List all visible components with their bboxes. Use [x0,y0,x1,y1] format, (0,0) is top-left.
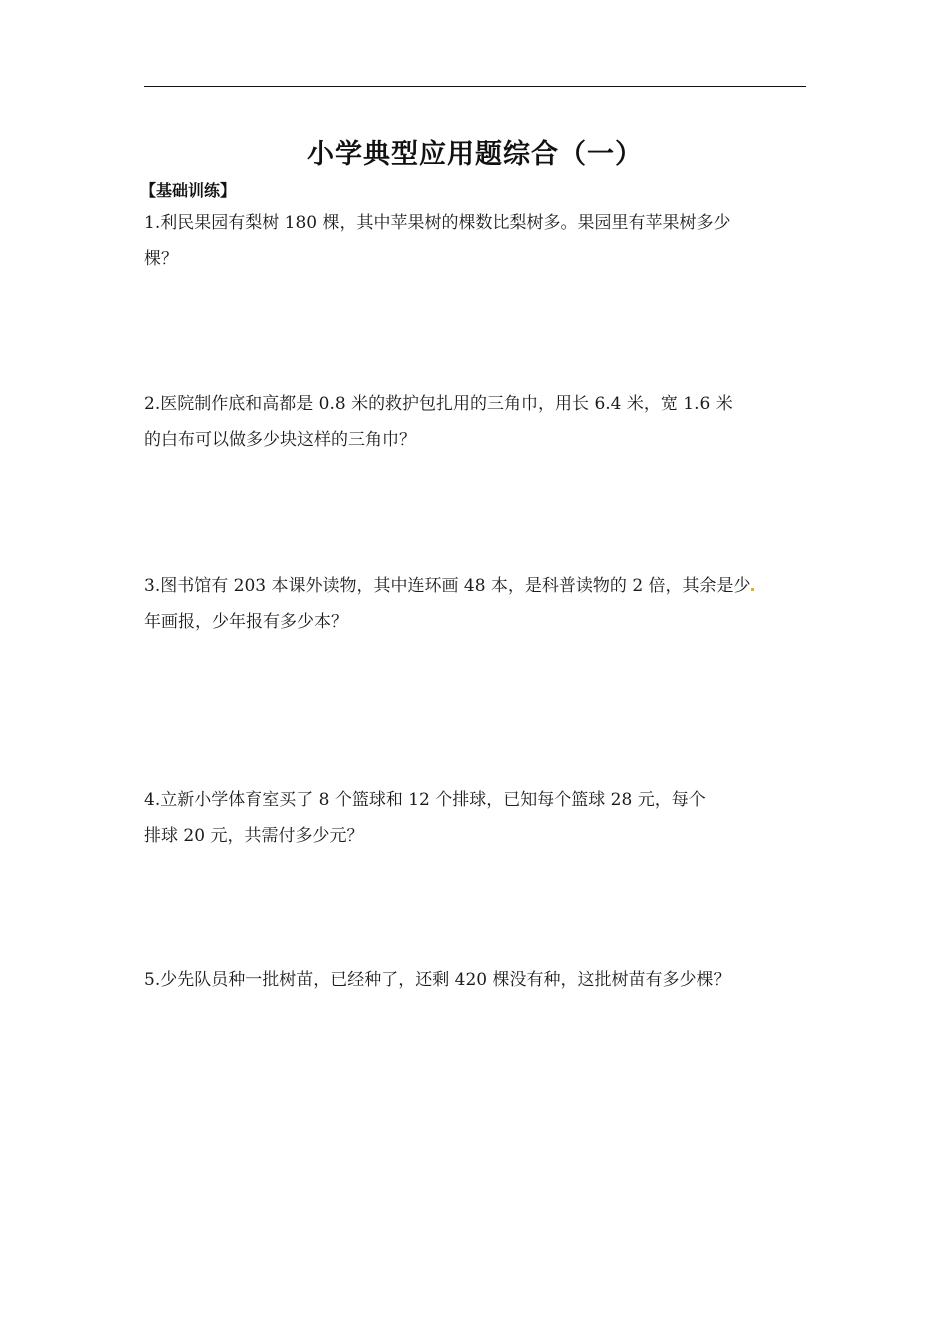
question-line: 的白布可以做多少块这样的三角巾？ [144,430,416,450]
annotation-mark [751,588,754,591]
question-line: 排球 20 元，共需付多少元？ [144,826,364,846]
question-line: 1.利民果园有梨树 180 棵，其中苹果树的棵数比梨树多。果园里有苹果树多少 [144,213,731,233]
question-line [144,568,816,604]
question-1 [144,205,816,277]
section-heading: 【基础训练】 [140,181,237,200]
question-3 [144,568,816,640]
question-5 [144,962,816,998]
header-rule [144,86,806,87]
question-line: 棵？ [144,249,178,269]
question-4 [144,782,816,854]
question-line: 年画报，少年报有多少本？ [144,612,348,632]
question-line-text: 3.图书馆有 203 本课外读物，其中连环画 48 本，是科普读物的 2 倍，其余是少 [144,576,751,596]
question-line: 4.立新小学体育室买了 8 个篮球和 12 个排球，已知每个篮球 28 元，每个 [144,790,706,810]
question-line: 5.少先队员种一批树苗，已经种了，还剩 420 棵没有种，这批树苗有多少棵？ [144,970,731,990]
page-title: 小学典型应用题综合（一） [307,139,643,170]
question-2 [144,386,816,458]
question-line: 2.医院制作底和高都是 0.8 米的救护包扎用的三角巾，用长 6.4 米，宽 1.6 米 [144,394,733,414]
